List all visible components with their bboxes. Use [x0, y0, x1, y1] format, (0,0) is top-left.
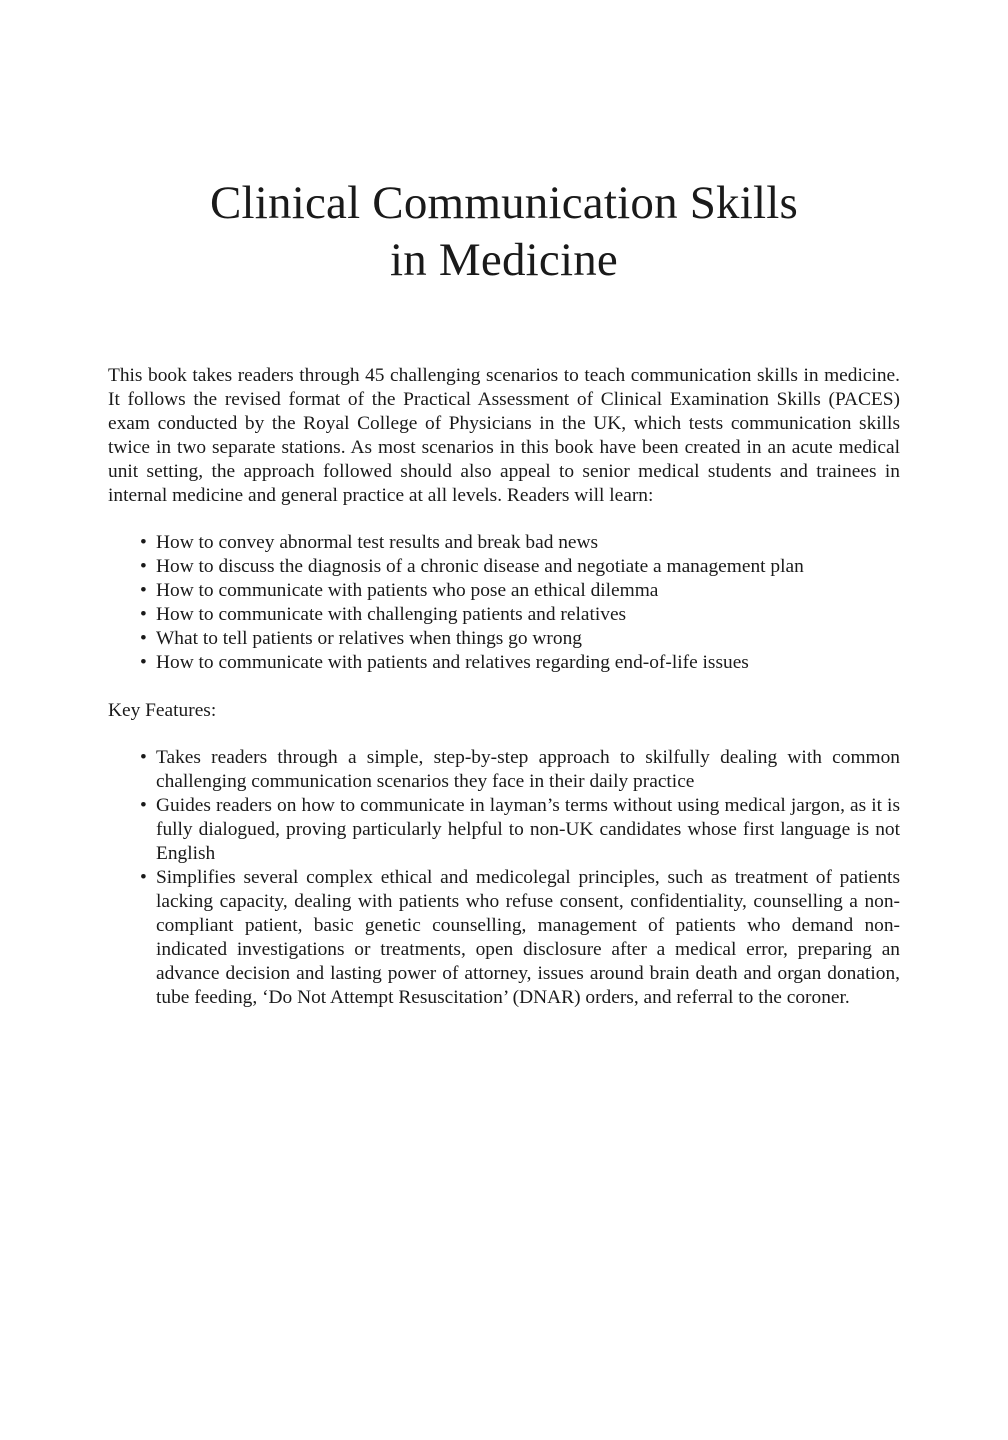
list-item-text: Simplifies several complex ethical and medicolegal principles, such as treatment of patients lacking capacity, dealing with patients who refuse consent, confidentiality, counselling a non-compliant patient, basic genetic counselling, management of patients who demand non-indicated investigations or treatments, open disclosure after a medical error, preparing an advance decision and lasting power of attorney, issues around brain death and organ donation, tube feeding, ‘Do Not Attempt Resuscitation’ (DNAR) orders, and referral to the coroner. — [156, 867, 900, 1008]
bullet-icon: • — [140, 628, 147, 649]
list-item — [108, 579, 900, 603]
bullet-icon: • — [140, 556, 147, 577]
bullet-icon: • — [140, 604, 147, 625]
title-line-2: in Medicine — [390, 234, 618, 286]
list-item — [108, 866, 900, 1010]
page-title — [0, 175, 1008, 289]
list-item-text: What to tell patients or relatives when things go wrong — [156, 628, 582, 649]
list-item-text: How to communicate with patients who pose an ethical dilemma — [156, 580, 659, 601]
list-item — [108, 603, 900, 627]
list-item-text: Takes readers through a simple, step-by-step approach to skilfully dealing with common challenging communication scenarios they face in their daily practice — [156, 747, 900, 792]
list-item-text: How to communicate with challenging patients and relatives — [156, 604, 627, 625]
list-item-text: Guides readers on how to communicate in layman’s terms without using medical jargon, as it is fully dialogued, proving particularly helpful to non-UK candidates whose first language is not English — [156, 795, 900, 864]
list-item — [108, 746, 900, 794]
list-item-text: How to communicate with patients and relatives regarding end-of-life issues — [156, 652, 749, 673]
book-description — [108, 364, 900, 1010]
list-item — [108, 555, 900, 579]
list-item — [108, 531, 900, 555]
list-item — [108, 794, 900, 866]
list-item-text: How to convey abnormal test results and break bad news — [156, 532, 599, 553]
list-item — [108, 627, 900, 651]
bullet-icon: • — [140, 747, 147, 768]
title-line-1: Clinical Communication Skills — [209, 177, 799, 229]
bullet-icon: • — [140, 867, 147, 888]
bullet-icon: • — [140, 795, 147, 816]
intro-paragraph: This book takes readers through 45 challenging scenarios to teach communication skills in medicine. It follows the revised format of the Practical Assessment of Clinical Examination Skills (PACES) exam conducted by the Royal College of Physicians in the UK, which tests communication skills twice in two separate stations. As most scenarios in this book have been created in an acute medical unit setting, the approach followed should also appeal to senior medical students and trainees in internal medicine and general practice at all levels. Readers will learn: — [108, 365, 900, 506]
list-item — [108, 651, 900, 675]
bullet-icon: • — [140, 532, 147, 553]
bullet-icon: • — [140, 580, 147, 601]
bullet-icon: • — [140, 652, 147, 673]
key-features-heading: Key Features: — [108, 700, 217, 721]
features-list — [108, 746, 900, 1010]
learn-list — [108, 531, 900, 675]
list-item-text: How to discuss the diagnosis of a chronic disease and negotiate a management plan — [156, 556, 804, 577]
